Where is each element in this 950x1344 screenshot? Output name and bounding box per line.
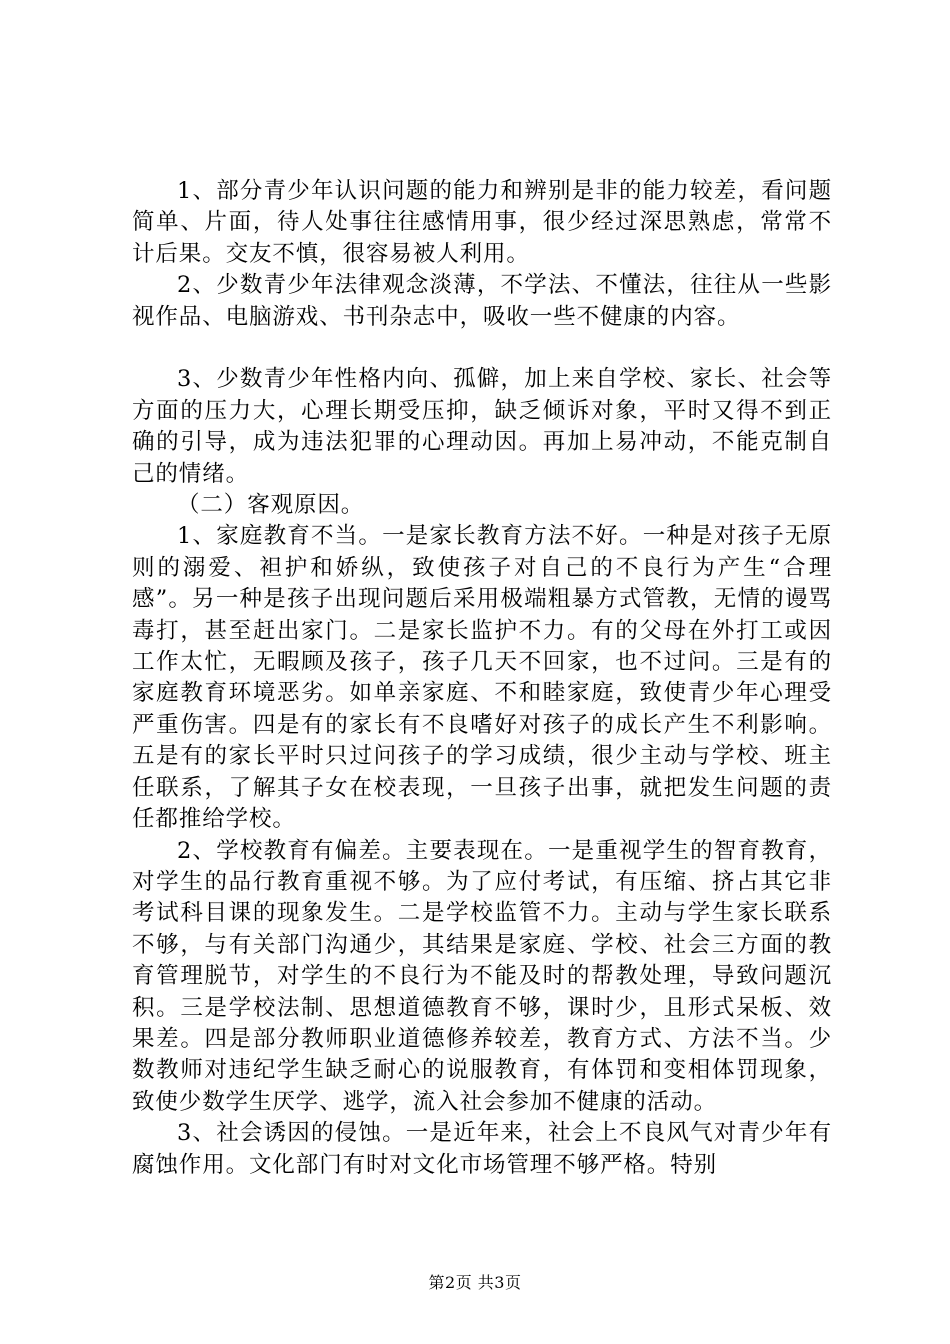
paragraph-subjective-3: 3、少数青少年性格内向、孤僻，加上来自学校、家长、社会等方面的压力大，心理长期受压抑，缺乏倾诉对象，平时又得不到正确的引导，成为违法犯罪的心理动因。再加上易冲动，不能克制自己的情绪。 — [132, 366, 832, 487]
paragraph-objective-society: 3、社会诱因的侵蚀。一是近年来，社会上不良风气对青少年有腐蚀作用。文化部门有时对文化市场管理不够严格。特别 — [132, 1120, 832, 1178]
paragraph-subjective-1: 1、部分青少年认识问题的能力和辨别是非的能力较差，看问题简单、片面，待人处事往往感情用事，很少经过深思熟虑，常常不计后果。交友不慎，很容易被人利用。 — [132, 178, 832, 267]
paragraph-objective-family: 1、家庭教育不当。一是家长教育方法不好。一种是对孩子无原则的溺爱、袒护和娇纵，致使孩子对自己的不良行为产生“合理感”。另一种是孩子出现问题后采用极端粗暴方式管教，无情的谩骂毒打，甚至赶出家门。二是家长监护不力。有的父母在外打工或因工作太忙，无暇顾及孩子，孩子几天不回家，也不过问。三是有的家庭教育环境恶劣。如单亲家庭、不和睦家庭，致使青少年心理受严重伤害。四是有的家长有不良嗜好对孩子的成长产生不利影响。五是有的家长平时只过问孩子的学习成绩，很少主动与学校、班主任联系，了解其子女在校表现，一旦孩子出事，就把发生问题的责任都推给学校。 — [132, 523, 832, 833]
paragraph-subjective-2: 2、少数青少年法律观念淡薄，不学法、不懂法，往往从一些影视作品、电脑游戏、书刊杂志中，吸收一些不健康的内容。 — [132, 272, 832, 330]
document-body — [132, 176, 832, 1181]
paragraph-objective-school: 2、学校教育有偏差。主要表现在。一是重视学生的智育教育，对学生的品行教育重视不够。为了应付考试，有压缩、挤占其它非考试科目课的现象发生。二是学校监管不力。主动与学生家长联系不够，与有关部门沟通少，其结果是家庭、学校、社会三方面的教育管理脱节，对学生的不良行为不能及时的帮教处理，导致问题沉积。三是学校法制、思想道德教育不够，课时少，且形式呆板、效果差。四是部分教师职业道德修养较差，教育方式、方法不当。少数教师对违纪学生缺乏耐心的说服教育，有体罚和变相体罚现象，致使少数学生厌学、逃学，流入社会参加不健康的活动。 — [132, 837, 832, 1115]
section-heading-objective: （二）客观原因。 — [177, 492, 365, 519]
page-number-footer: 第2页 共3页 — [428, 1273, 522, 1292]
